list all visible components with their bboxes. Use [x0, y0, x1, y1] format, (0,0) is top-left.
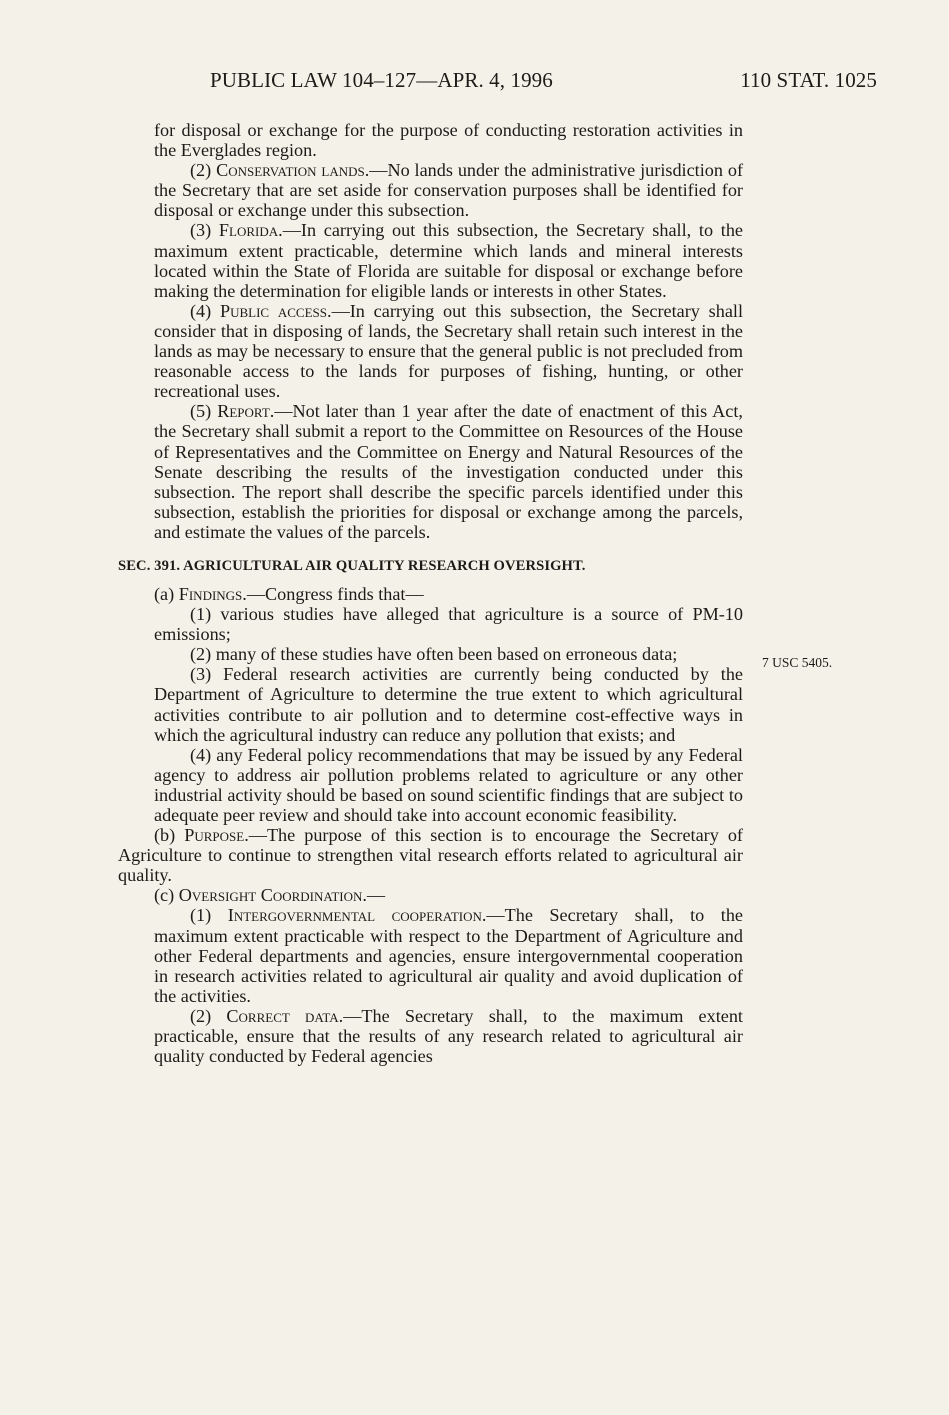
paragraph-intergovernmental-cooperation: (1) Intergovernmental cooperation.—The Secretary shall, to the maximum extent practicable with respect to the Department of Agriculture and other Federal departments and agencies, ensure intergovernmental cooperation in research activities related to agricultural air quality and avoid duplication of the activities. [154, 905, 743, 1006]
usc-margin-note: 7 USC 5405. [762, 655, 833, 670]
paragraph-continuation: for disposal or exchange for the purpose of conducting restoration activities in the Everglades region. [154, 120, 743, 161]
finding-item: (1) various studies have alleged that agriculture is a source of PM-10 emissions; [154, 604, 743, 645]
paragraph-heading: Intergovernmental cooperation. [227, 905, 487, 926]
subsection-findings: (a) Findings.—Congress finds that— [154, 583, 424, 604]
subsection-heading: Oversight Coordination. [178, 885, 367, 906]
paragraph-heading: Report. [217, 401, 275, 422]
public-law-title: PUBLIC LAW 104–127—APR. 4, 1996 [210, 68, 553, 92]
subsection-purpose: (b) Purpose.—The purpose of this section is to encourage the Secretary of Agriculture to continue to strengthen vital research efforts related to agricultural air quality. [118, 825, 743, 886]
statute-body [118, 120, 743, 1066]
paragraph-heading: Correct data. [226, 1005, 344, 1026]
paragraph-report: (5) Report.—Not later than 1 year after the date of enactment of this Act, the Secretary shall submit a report to the Committee on Resources of the House of Representatives and the Committee on Energy and Natural Resources of the Senate describing the results of the investigation conducted under this subsection. The report shall describe the specific parcels identified under this subsection, establish the priorities for disposal or exchange among the parcels, and estimate the values of the parcels. [154, 401, 743, 542]
subsection-heading: Findings. [178, 583, 247, 604]
paragraph-conservation-lands: (2) Conservation lands.—No lands under the administrative jurisdiction of the Secretary that are set aside for conservation purposes shall be identified for disposal or exchange under this subsection. [154, 160, 743, 221]
paragraph-heading: Conservation lands. [216, 160, 370, 181]
finding-item: (4) any Federal policy recommendations that may be issued by any Federal agency to address air pollution problems related to agriculture or any other industrial activity should be based on sound scientific findings that are subject to adequate peer review and should take into account economic feasibility. [154, 744, 743, 825]
subsection-oversight-coordination: (c) Oversight Coordination.— [154, 885, 386, 906]
running-head [0, 68, 949, 102]
paragraph-heading: Florida. [218, 220, 283, 241]
section-heading: SEC. 391. AGRICULTURAL AIR QUALITY RESEARCH OVERSIGHT. [118, 557, 586, 574]
finding-item: (2) many of these studies have often been based on erroneous data; [190, 644, 678, 665]
paragraph-florida: (3) Florida.—In carrying out this subsection, the Secretary shall, to the maximum extent practicable, determine which lands and mineral interests located within the State of Florida are suitable for disposal or exchange before making the determination for eligible lands or interests in other States. [154, 220, 743, 301]
paragraph-public-access: (4) Public access.—In carrying out this subsection, the Secretary shall consider that in disposing of lands, the Secretary shall retain such interest in the lands as may be necessary to ensure that the general public is not precluded from reasonable access to the lands for purposes of fishing, hunting, or other recreational uses. [154, 300, 743, 402]
paragraph-heading: Public access. [219, 300, 332, 321]
statute-page-number: 110 STAT. 1025 [740, 68, 877, 92]
paragraph-correct-data: (2) Correct data.—The Secretary shall, to the maximum extent practicable, ensure that the results of any research related to agricultural air quality conducted by Federal agencies [154, 1005, 743, 1067]
finding-item: (3) Federal research activities are currently being conducted by the Department of Agriculture to determine the true extent to which agricultural activities contribute to air pollution and to determine cost-effective ways in which the agricultural industry can reduce any pollution that exists; and [154, 664, 743, 745]
subsection-heading: Purpose. [184, 825, 249, 846]
